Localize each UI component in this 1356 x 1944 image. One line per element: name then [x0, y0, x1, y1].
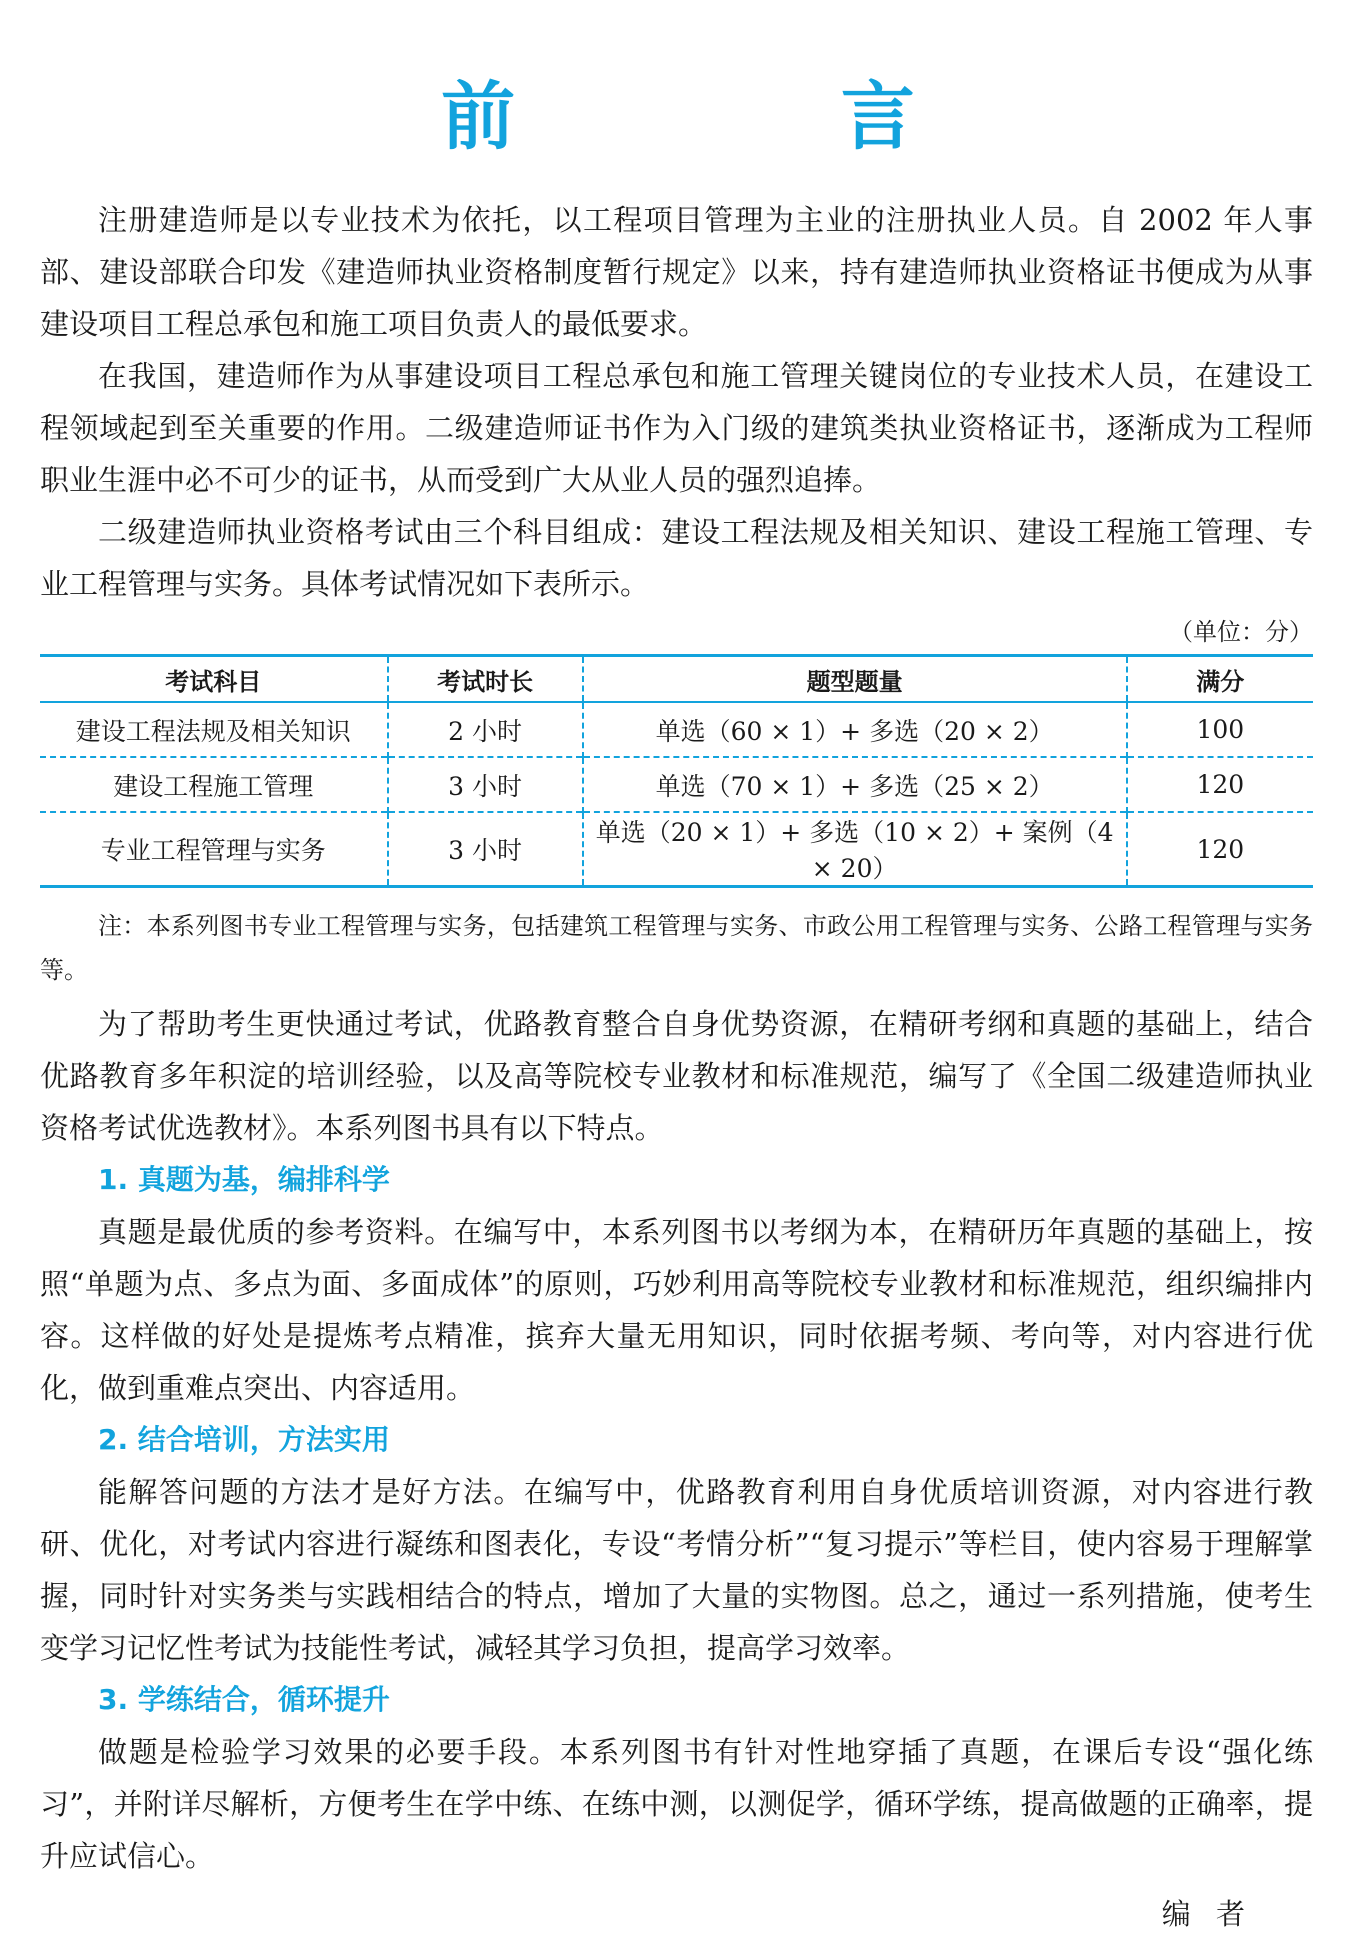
paragraph-2: 在我国，建造师作为从事建设项目工程总承包和施工管理关键岗位的专业技术人员，在建设工程领域起到至关重要的作用。二级建造师证书作为入门级的建筑类执业资格证书，逐渐成为工程师职业生涯中必不可少的证书，从而受到广大从业人员的强烈追捧。 [40, 359, 1313, 497]
table-row [40, 757, 1313, 812]
preface-content [40, 194, 1313, 1940]
cell-duration: 2 小时 [388, 702, 583, 757]
cell-question-types: 单选（60 × 1）+ 多选（20 × 2） [583, 702, 1127, 757]
section-text-1: 真题是最优质的参考资料。在编写中，本系列图书以考纲为本，在精研历年真题的基础上，按照“单题为点、多点为面、多面成体”的原则，巧妙利用高等院校专业教材和标准规范，组织编排内容。这样做的好处是提炼考点精准，摈弃大量无用知识，同时依据考频、考向等，对内容进行优化，做到重难点突出、内容适用。 [40, 1215, 1313, 1405]
page-title: 前 言 [441, 74, 1065, 160]
header-duration: 考试时长 [388, 656, 583, 703]
table-row [40, 702, 1313, 757]
section-heading-2: 2. 结合培训，方法实用 [98, 1423, 390, 1456]
section-text-2: 能解答问题的方法才是好方法。在编写中，优路教育利用自身优质培训资源，对内容进行教研、优化，对考试内容进行凝练和图表化，专设“考情分析”“复习提示”等栏目，使内容易于理解掌握，同时针对实务类与实践相结合的特点，增加了大量的实物图。总之，通过一系列措施，使考生变学习记忆性考试为技能性考试，减轻其学习负担，提高学习效率。 [40, 1475, 1313, 1665]
exam-table [40, 654, 1313, 888]
header-subject: 考试科目 [40, 656, 388, 703]
cell-full-score: 120 [1127, 757, 1313, 812]
cell-subject: 建设工程法规及相关知识 [75, 716, 351, 746]
header-question-types: 题型题量 [583, 656, 1127, 703]
intro-paragraph: 为了帮助考生更快通过考试，优路教育整合自身优势资源，在精研考纲和真题的基础上，结合优路教育多年积淀的培训经验，以及高等院校专业教材和标准规范，编写了《全国二级建造师执业资格考试优选教材》。本系列图书具有以下特点。 [40, 1007, 1313, 1145]
paragraph-3: 二级建造师执业资格考试由三个科目组成：建设工程法规及相关知识、建设工程施工管理、专业工程管理与实务。具体考试情况如下表所示。 [40, 515, 1313, 601]
table-unit: （单位：分） [1169, 618, 1313, 646]
cell-full-score: 120 [1127, 812, 1313, 887]
cell-full-score: 100 [1127, 702, 1313, 757]
cell-question-types: 单选（70 × 1）+ 多选（25 × 2） [583, 757, 1127, 812]
cell-duration: 3 小时 [388, 812, 583, 887]
table-row [40, 812, 1313, 887]
signature: 编 者 [1161, 1897, 1253, 1931]
cell-question-types: 单选（20 × 1）+ 多选（10 × 2）+ 案例（4 × 20） [583, 812, 1127, 887]
header-full-score: 满分 [1127, 656, 1313, 703]
table-header-row [40, 656, 1313, 703]
section-heading-1: 1. 真题为基，编排科学 [98, 1163, 390, 1196]
cell-subject: 专业工程管理与实务 [40, 812, 388, 887]
cell-subject: 建设工程施工管理 [40, 757, 388, 812]
section-text-3: 做题是检验学习效果的必要手段。本系列图书有针对性地穿插了真题，在课后专设“强化练习”，并附详尽解析，方便考生在学中练、在练中测，以测促学，循环学练，提高做题的正确率，提升应试信心。 [40, 1735, 1313, 1873]
paragraph-1: 注册建造师是以专业技术为依托，以工程项目管理为主业的注册执业人员。自 2002 年人事部、建设部联合印发《建造师执业资格制度暂行规定》以来，持有建造师执业资格证书便成为从事建设项目工程总承包和施工项目负责人的最低要求。 [40, 203, 1313, 341]
section-heading-3: 3. 学练结合，循环提升 [98, 1683, 390, 1716]
table-note: 注：本系列图书专业工程管理与实务，包括建筑工程管理与实务、市政公用工程管理与实务、公路工程管理与实务等。 [40, 912, 1313, 984]
cell-duration: 3 小时 [388, 757, 583, 812]
